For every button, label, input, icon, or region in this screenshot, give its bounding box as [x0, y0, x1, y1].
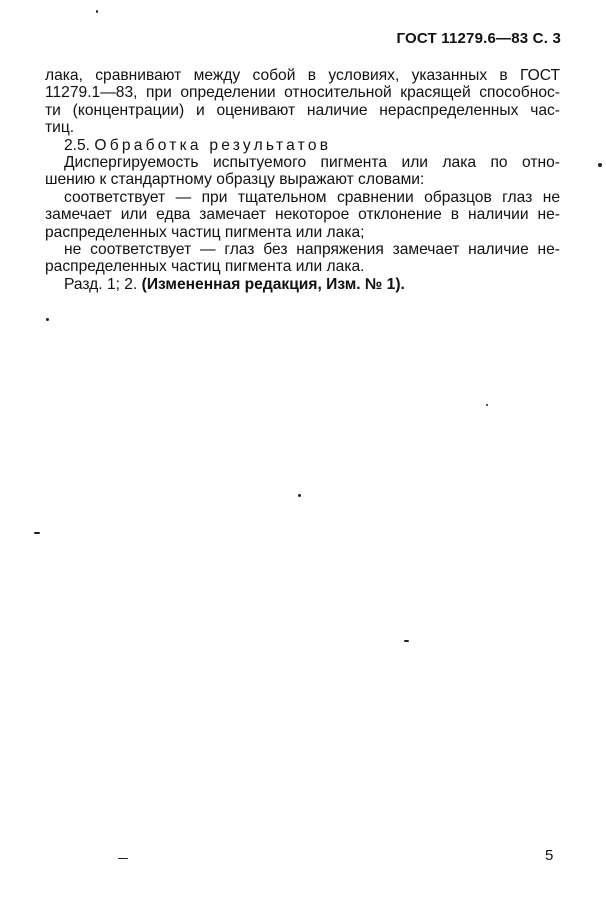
- revision-note-prefix: Разд. 1; 2.: [64, 275, 138, 293]
- paragraph-line: не соответствует — глаз без напряжения замечает наличие не-: [64, 241, 560, 259]
- scan-speck: [404, 640, 409, 642]
- revision-note-text: (Измененная редакция, Изм. № 1).: [141, 275, 405, 293]
- scan-speck: [96, 10, 98, 13]
- paragraph-line: Диспергируемость испытуемого пигмента или лака по отно-: [64, 154, 560, 172]
- revision-note: [45, 276, 560, 293]
- text-line: тиц.: [45, 119, 75, 137]
- paragraph-line: распределенных частиц пигмента или лака;: [45, 223, 365, 241]
- text-line: 11279.1—83, при определении относительной красящей способнос-: [45, 84, 560, 102]
- text-line: лака, сравнивают между собой в условиях, указанных в ГОСТ: [45, 67, 560, 84]
- text-line: ти (концентрации) и оценивают наличие нераспределенных час-: [45, 101, 560, 119]
- scan-speck: [598, 163, 602, 167]
- scan-speck: [486, 404, 488, 406]
- scan-speck: [298, 494, 301, 497]
- section-number: 2.5.: [64, 136, 91, 154]
- page-number: 5: [545, 847, 554, 864]
- body-text: [45, 67, 560, 293]
- paragraph-line: соответствует — при тщательном сравнении образцов глаз не: [64, 188, 560, 206]
- section-heading: [45, 137, 560, 154]
- scan-speck: [118, 858, 128, 859]
- paragraph-line: распределенных частиц пигмента или лака.: [45, 258, 365, 276]
- scan-speck: [46, 318, 49, 321]
- section-title: Обработка результатов: [94, 136, 332, 154]
- scan-speck: [34, 532, 40, 534]
- paragraph-line: замечает или едва замечает некоторое отклонение в наличии не-: [45, 206, 560, 224]
- document-reference-header: ГОСТ 11279.6—83 С. 3: [396, 30, 561, 47]
- paragraph-line: шению к стандартному образцу выражают словами:: [45, 171, 425, 189]
